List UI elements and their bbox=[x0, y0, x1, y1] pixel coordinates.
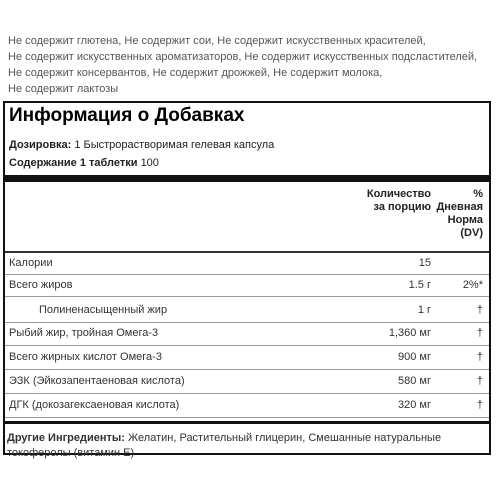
row-divider bbox=[5, 369, 489, 370]
nutrient-dv: † bbox=[476, 304, 483, 316]
free-from-line: Не содержит искусственных ароматизаторов, Не содержит искусственных подсластителей, bbox=[8, 51, 478, 63]
dv-header-line: (DV) bbox=[460, 227, 483, 239]
dv-header-line: Дневная bbox=[436, 201, 483, 213]
other-ingredients bbox=[7, 431, 467, 461]
nutrient-amount: 580 мг bbox=[398, 375, 431, 387]
nutrient-amount: 320 мг bbox=[398, 399, 431, 411]
nutrient-dv: † bbox=[476, 399, 483, 411]
amount-header-line: за порцию bbox=[373, 201, 431, 213]
table-row bbox=[5, 347, 489, 367]
nutrient-dv: † bbox=[476, 351, 483, 363]
nutrient-name: Рыбий жир, тройная Омега-3 bbox=[9, 327, 159, 339]
table-row bbox=[5, 300, 489, 320]
supplement-facts-panel bbox=[3, 101, 491, 455]
supplement-facts-title: Информация о Добавках bbox=[9, 105, 245, 126]
free-from-line: Не содержит глютена, Не содержит сои, Не содержит искусственных красителей, bbox=[8, 35, 426, 47]
row-divider bbox=[5, 417, 489, 418]
table-row bbox=[5, 371, 489, 391]
bottom-thick-divider bbox=[5, 421, 489, 424]
row-divider bbox=[5, 345, 489, 346]
table-row bbox=[5, 323, 489, 343]
nutrient-amount: 1,360 мг bbox=[388, 327, 431, 339]
nutrient-dv: 2%* bbox=[462, 279, 483, 291]
dosage-line bbox=[9, 139, 274, 151]
row-divider bbox=[5, 393, 489, 394]
nutrient-name: ДГК (докозагексаеновая кислота) bbox=[9, 399, 180, 411]
daily-value-header bbox=[436, 188, 483, 240]
table-row bbox=[5, 395, 489, 415]
other-ingredients-text: Желатин, Растительный глицерин, Смешанные натуральные токоферолы (витамин Е) bbox=[7, 432, 442, 459]
nutrient-name: Калории bbox=[9, 257, 53, 269]
nutrient-amount: 900 мг bbox=[398, 351, 431, 363]
thick-divider bbox=[5, 175, 489, 182]
free-from-line: Не содержит консервантов, Не содержит дрожжей, Не содержит молока, bbox=[8, 67, 383, 79]
amount-header-line: Количество bbox=[366, 188, 431, 200]
nutrient-name: Всего жиров bbox=[9, 279, 73, 291]
dv-header-line: Норма bbox=[447, 214, 483, 226]
servings-line bbox=[9, 157, 159, 169]
free-from-line: Не содержит лактозы bbox=[8, 83, 119, 95]
dosage-label: Дозировка: bbox=[9, 139, 72, 151]
nutrient-name: ЭЗК (Эйкозапентаеновая кислота) bbox=[9, 375, 185, 387]
row-divider bbox=[5, 296, 489, 297]
dv-header-line: % bbox=[473, 188, 483, 200]
table-row bbox=[5, 275, 489, 295]
dosage-value: 1 Быстрорастворимая гелевая капсула bbox=[74, 139, 275, 151]
amount-per-serving-header bbox=[367, 188, 431, 214]
other-ingredients-label: Другие Ингредиенты: bbox=[7, 432, 125, 444]
table-row bbox=[5, 253, 489, 273]
nutrient-dv: † bbox=[476, 327, 483, 339]
free-from-statements bbox=[8, 33, 496, 97]
nutrient-name: Всего жирных кислот Омега-3 bbox=[9, 351, 162, 363]
nutrient-amount: 1.5 г bbox=[408, 279, 431, 291]
nutrient-amount: 15 bbox=[418, 257, 431, 269]
servings-label: Содержание 1 таблетки bbox=[9, 157, 138, 169]
nutrient-dv: † bbox=[476, 375, 483, 387]
nutrient-amount: 1 г bbox=[417, 304, 431, 316]
nutrient-name: Полиненасыщенный жир bbox=[39, 304, 168, 316]
servings-value: 100 bbox=[140, 157, 159, 169]
